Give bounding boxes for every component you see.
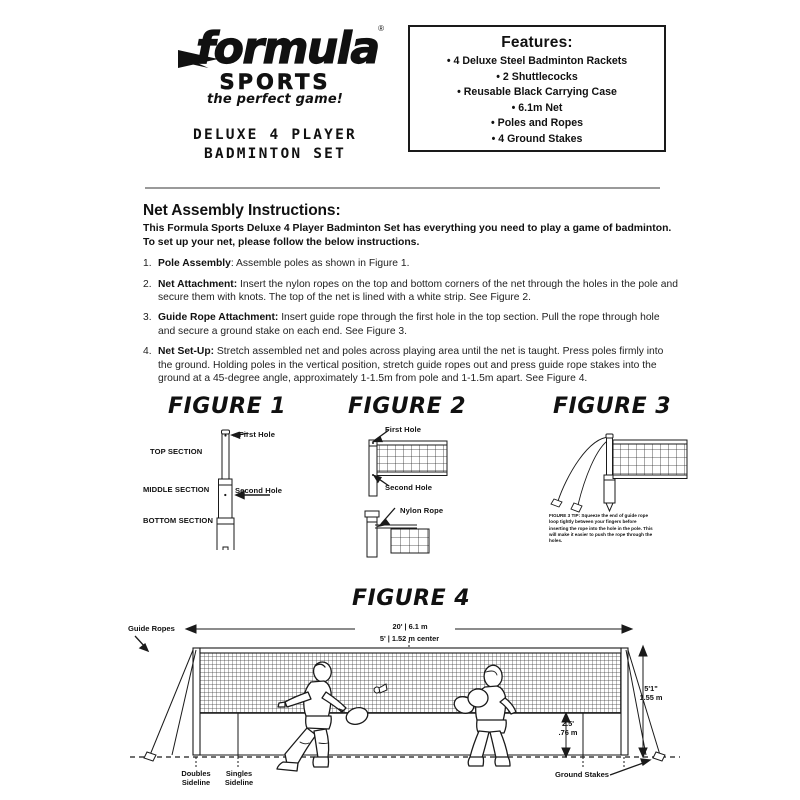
step-number: 4. xyxy=(143,346,152,358)
figure2-label-nylon-rope: Nylon Rope xyxy=(400,506,444,515)
figure4-label-ground-stakes: Ground Stakes xyxy=(555,770,610,779)
doubles-sideline-line1: Doubles xyxy=(181,769,211,778)
registered-trademark-icon: ® xyxy=(378,24,384,33)
logo-tagline: the perfect game! xyxy=(206,92,344,107)
figure2-label-first-hole: First Hole xyxy=(385,425,422,434)
singles-sideline-line1: Singles xyxy=(225,769,253,778)
instructions-section xyxy=(143,202,678,392)
product-title-line2: BADMINTON SET xyxy=(203,146,347,162)
logo-sports-text: SPORTS xyxy=(219,70,331,94)
singles-sideline-line2: Sideline xyxy=(224,778,254,787)
formula-sports-logo xyxy=(160,22,390,110)
step-text: Assemble poles as shown in Figure 1. xyxy=(233,258,410,270)
figure2-label-second-hole: Second Hole xyxy=(385,483,433,492)
figure1-title: FIGURE 1 xyxy=(168,394,287,419)
figure4-dim-width: 20' | 6.1 m xyxy=(392,622,428,631)
step-body xyxy=(158,278,678,305)
step-label: Pole Assembly xyxy=(158,258,231,270)
feature-item: • 2 Shuttlecocks xyxy=(496,70,578,83)
figure4-dim-post-height-imperial: 5'1" xyxy=(644,684,658,693)
step-body xyxy=(158,345,678,385)
figure4-dim-net-bottom-imperial: 2.5' xyxy=(561,719,575,728)
step-text: Insert the nylon ropes on the top and bottom corners of the net through the holes in the pole and secure them with knots. The top of the net is lined with a white strip. See Figure 2. xyxy=(158,278,678,303)
instructions-title: Net Assembly Instructions: xyxy=(143,202,341,219)
figure4-dim-net-bottom-metric: .76 m xyxy=(558,728,578,737)
feature-item: • 6.1m Net xyxy=(511,101,563,114)
figure4-diagram xyxy=(0,612,800,800)
section-divider xyxy=(145,187,660,189)
instruction-step xyxy=(143,278,678,305)
feature-item: • Reusable Black Carrying Case xyxy=(457,86,617,98)
figure4-dim-post-height-metric: 1.55 m xyxy=(639,693,663,702)
figure1-label-second-hole: Second Hole xyxy=(235,486,283,495)
figure4-dim-post-height xyxy=(630,684,672,702)
figure4-label-singles-sideline xyxy=(215,769,263,787)
product-title xyxy=(160,126,390,164)
logo-wordmark: formula xyxy=(196,23,379,74)
step-label: Net Set-Up: xyxy=(158,346,215,358)
feature-item: • 4 Ground Stakes xyxy=(491,132,583,145)
instructions-list xyxy=(143,257,678,385)
step-number: 3. xyxy=(143,312,152,324)
step-body xyxy=(158,257,678,270)
features-title: Features: xyxy=(501,34,573,51)
instruction-step xyxy=(143,345,678,385)
figure4-dim-center-height: 5' | 1.52 m center xyxy=(379,634,440,643)
product-title-line1: DELUXE 4 PLAYER xyxy=(193,127,357,143)
step-label: Guide Rope Attachment: xyxy=(158,312,279,324)
figure4-label-doubles-sideline xyxy=(172,769,220,787)
step-body xyxy=(158,311,678,338)
figure3-diagram xyxy=(540,425,690,515)
features-box xyxy=(408,25,666,152)
instruction-step xyxy=(143,257,678,270)
figure3-tip-text: FIGURE 3 TIP: Squeeze the end of guide rope loop tightly between your fingers before inserting the rope into the hole in the pole. This will make it easier to push the rope through the holes. xyxy=(549,513,653,544)
figure1-label-middle-section: MIDDLE SECTION xyxy=(143,485,210,494)
figure1-label-top-section: TOP SECTION xyxy=(150,447,203,456)
figure4-dim-net-bottom xyxy=(548,719,588,737)
figure1-label-first-hole: First Hole xyxy=(239,430,276,439)
step-number: 1. xyxy=(143,258,152,270)
step-text: Insert guide rope through the first hole in the top section. Pull the rope through hole and secure a ground stake on each end. See Figure 3. xyxy=(158,312,660,337)
brand-block xyxy=(160,22,390,162)
instructions-intro: This Formula Sports Deluxe 4 Player Badminton Set has everything you need to play a game of badminton. To set up your net, please follow the below instructions. xyxy=(143,223,672,248)
step-label: Net Attachment: xyxy=(158,278,238,290)
step-separator: : xyxy=(230,258,234,270)
step-number: 2. xyxy=(143,278,152,290)
figure4-title: FIGURE 4 xyxy=(352,586,471,611)
figure1-label-bottom-section: BOTTOM SECTION xyxy=(143,516,214,525)
instruction-step xyxy=(143,311,678,338)
feature-item: • 4 Deluxe Steel Badminton Rackets xyxy=(446,55,628,67)
feature-item: • Poles and Ropes xyxy=(490,117,583,129)
figure3-title: FIGURE 3 xyxy=(553,394,672,419)
header xyxy=(0,0,800,175)
step-text: Stretch assembled net and poles across playing area until the net is taught. Press poles firmly into the ground. Holding poles in the vertical position, stretch guide ropes out and press guide rope stakes into the ground at a 45-degree angle, approximately 1-1.5m from pole and 1-1.5m apart. See Figure 4. xyxy=(158,346,664,385)
doubles-sideline-line2: Sideline xyxy=(181,778,211,787)
figure2-title: FIGURE 2 xyxy=(348,394,467,419)
figure4-label-guide-ropes: Guide Ropes xyxy=(128,624,175,633)
